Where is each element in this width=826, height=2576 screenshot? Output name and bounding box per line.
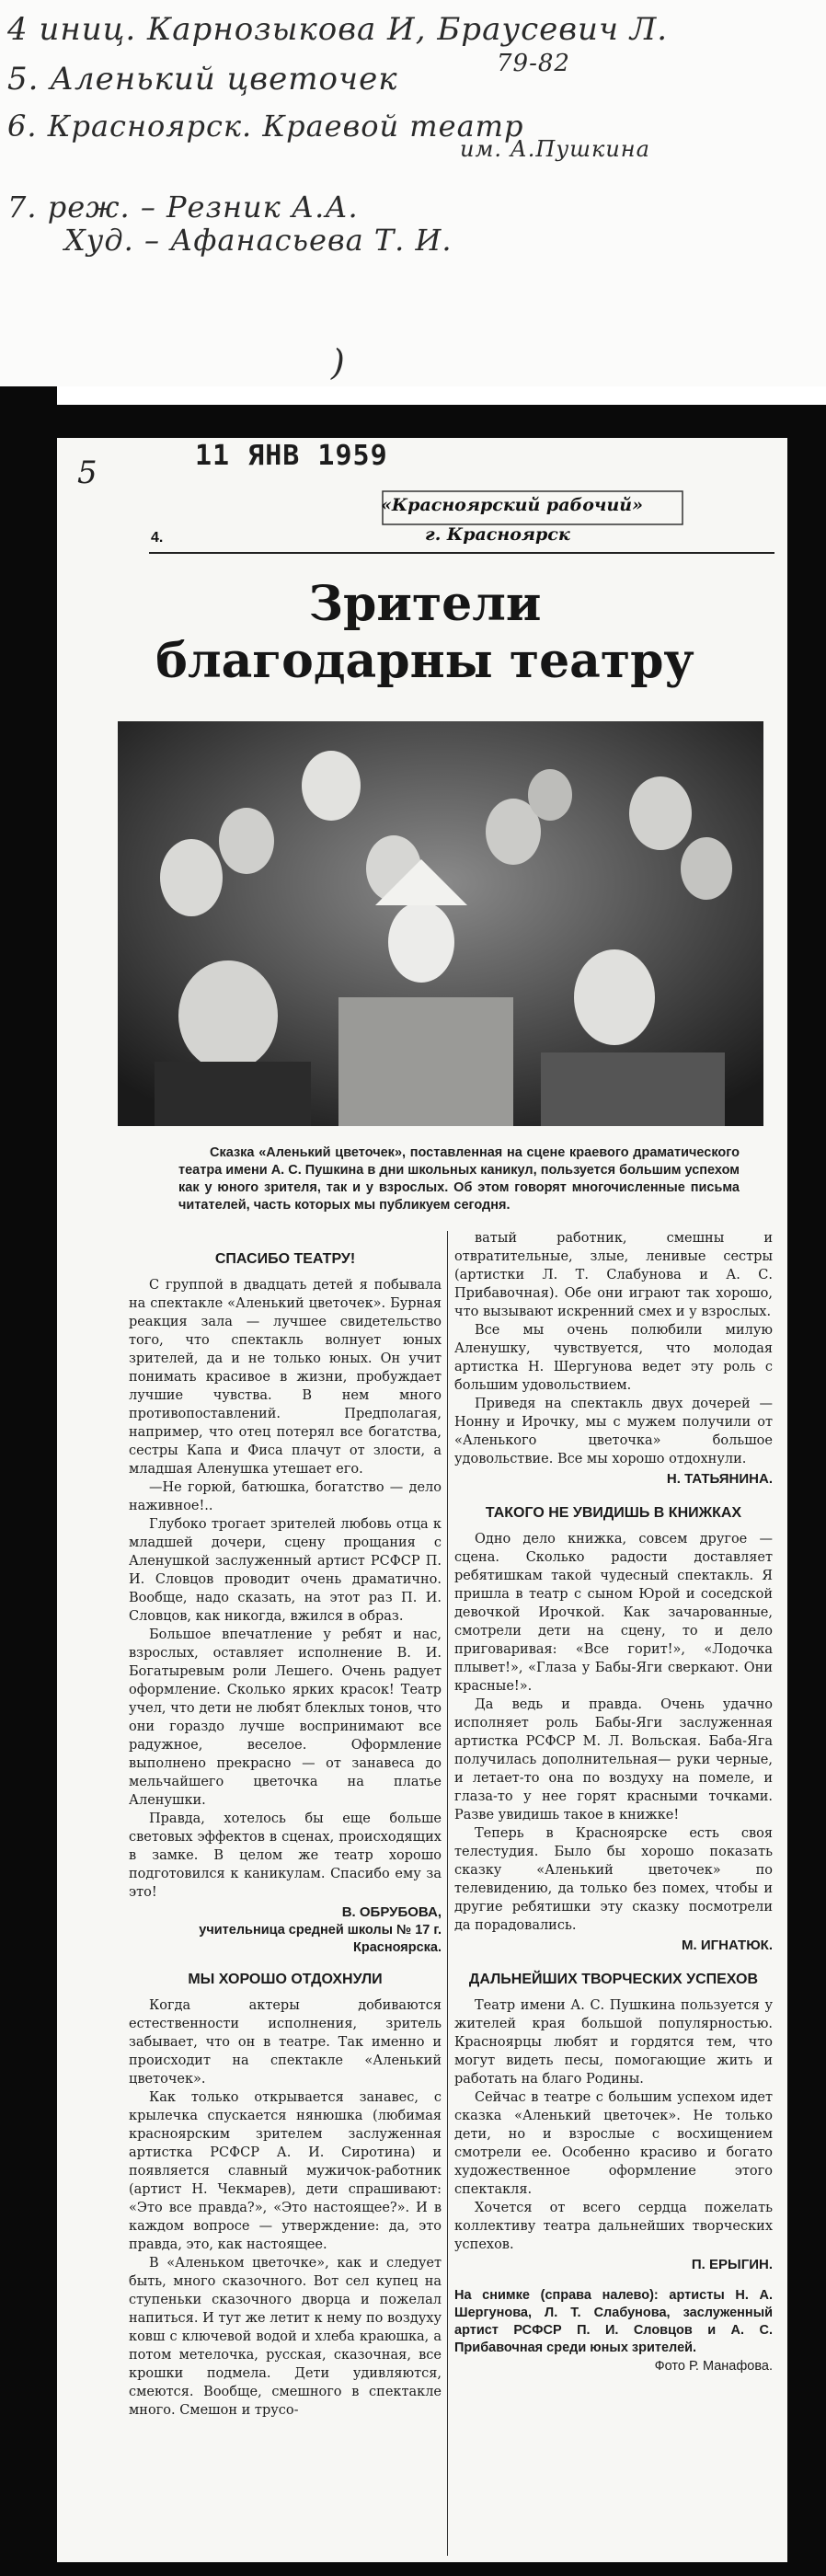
paragraph: Театр имени А. С. Пушкина пользуется у жителей края большой популярностью. Красноярцы любят и гордятся тем, что могут видеть песы, помогающие жить и работать на благо Родины.: [454, 1998, 773, 2087]
section-title-uspekhov: ДАЛЬНЕЙШИХ ТВОРЧЕСКИХ УСПЕХОВ: [468, 1972, 759, 1987]
paragraph: С группой в двадцать детей я побывала на спектакле «Аленький цветочек». Бурная реакция зала — лучшее свидетельство того, что спектакль волнует юных зрителей, да и не только юных. Он учит понимать красивое в жизни, пробуждает лучшие чувства. В нем много противопоставлений. Предполагая, например, что отец потерял все богатства, сестры Капа и Фиса плачут от злости, а младшая Аленушка утешает его.: [129, 1278, 442, 1477]
paragraph: В «Аленьком цветочке», как и следует быть, много сказочного. Вот сел купец на ступеньки сказочного дворца и пожелал напиться. И тут же летит к нему по воздуху ковш с ключевой водой и хлеба краюшка, а потом метелочка, русская, сказочная, все крошки подмела. Дети удивляются, смеются. Вообще, смешного в спектакле много. Смешон и трусо-: [129, 2256, 442, 2418]
signature-ignatyuk: М. ИГНАТЮК.: [682, 1938, 773, 1953]
note-line-designer: Худ. – Афанасьева Т. И.: [64, 223, 453, 258]
note-line-theatre-name: им. А.Пушкина: [460, 136, 650, 162]
paragraph: Большое впечатление у ребят и нас, взрослых, оставляет исполнение В. И. Богатыревым роли Лешего. Очень радует оформление. Сколько ярких красок! Театр учел, что дети не любят блеклых тонов, что они гораздо лучше воспринимают все радужное, веселое. Оформление выполнено прекрасно — от занавеса до мельчайшего цветочка на платье Аленушки.: [129, 1627, 442, 1808]
signature-tatyanina: Н. ТАТЬЯНИНА.: [666, 1471, 773, 1487]
newspaper-clipping: [57, 438, 787, 2562]
column-left: [129, 1248, 442, 2420]
scan-margin-top: [57, 405, 826, 438]
handwritten-mark: 5: [77, 454, 98, 491]
column-right: [454, 1229, 773, 2375]
paragraph: Приведя на спектакль двух дочерей — Нонну и Ирочку, мы с мужем получили от «Аленького цветочка» большое удовольствие. Все мы хорошо отдохнули.: [454, 1397, 773, 1466]
note-bracket: ): [331, 342, 346, 383]
signature-yerygin: П. ЕРЫГИН.: [691, 2257, 773, 2272]
paragraph: Сейчас в театре с большим успехом идет сказка «Аленький цветочек». Не только дети, но и взрослые с восхищением смотрели ее. Особенно красиво и богато художественное оформление этого спектакля.: [454, 2090, 773, 2197]
page-number: 4.: [151, 530, 164, 546]
paragraph: Когда актеры добиваются естественности исполнения, зритель забывает, что он в театре. Так именно и происходит на спектакле «Аленький цветочек».: [129, 1998, 442, 2087]
signature-obrubova: В. ОБРУБОВА,: [341, 1904, 442, 1920]
photo-credit: Фото Р. Манафова.: [654, 2359, 773, 2374]
date-stamp: 11 ЯНВ 1959: [195, 440, 388, 472]
note-line-authors: 4 иниц. Карнозыкова И, Браусевич Л.: [7, 11, 669, 48]
scan-margin-right: [787, 405, 826, 2576]
paragraph: Одно дело книжка, совсем другое — сцена. Сколько радости доставляет ребятишкам такой чудесный спектакль. Я пришла в театр с сыном Юрой и соседской девочкой Ирочкой. Как зачарованные, смотрели дети на сцену, то и дело приговаривая: «Все горит!», «Лодочка плывет!», «Глаза у Бабы-Яги сверкают. Они красные!».: [454, 1532, 773, 1694]
column-divider: [447, 1231, 448, 2556]
source-city: г. Красноярск: [425, 524, 570, 545]
handwritten-notes: [0, 0, 826, 386]
note-page-range: 79-82: [497, 50, 570, 77]
section-title-spasibo: СПАСИБО ТЕАТРУ!: [214, 1251, 356, 1267]
paragraph: ватый работник, смешны и отвратительные, злые, ленивые сестры (артистки Л. Т. Слабунова и А. С. Прибавочная). Обе они играют так хорошо, что вызывают искренний смех и у взрослых.: [454, 1231, 773, 1319]
paragraph: Да ведь и правда. Очень удачно исполняет роль Бабы-Яги заслуженная артистка РСФСР М. Л. Вольская. Баба-Яга получилась дополнительная— руки черные, и летает-то она по воздуху на помеле, и глаза-то у нее горят красными точками. Разве увидишь такое в книжке!: [454, 1697, 773, 1823]
paragraph: Хочется от всего сердца пожелать коллективу театра дальнейших творческих успехов.: [454, 2201, 773, 2252]
photo-description: На снимке (справа налево): артисты Н. А. Шергунова, Л. Т. Слабунова, заслуженный артист РСФСР П. И. Словцов и А. С. Прибавочная среди юных зрителей.: [454, 2288, 773, 2355]
signature-obrubova-title: учительница средней школы № 17 г. Красноярска.: [199, 1923, 442, 1955]
section-title-otdokhnuli: МЫ ХОРОШО ОТДОХНУЛИ: [188, 1972, 383, 1987]
top-rule: [149, 552, 774, 554]
scan-margin-left: [0, 386, 57, 2576]
photo-image: [118, 721, 763, 1126]
paragraph: —Не горюй, батюшка, богатство — дело наживное!..: [129, 1480, 442, 1513]
source-newspaper: «Красноярский рабочий»: [381, 495, 643, 515]
photo-caption: Сказка «Аленький цветочек», поставленная на сцене краевого драматического театра имени А. С. Пушкина в дни школьных каникул, пользуется большим успехом как у юного зрителя, так и у взрослых. Об этом говорят многочисленные письма читателей, часть которых мы публикуем сегодня.: [178, 1145, 740, 1213]
paragraph: Все мы очень полюбили милую Аленушку, чувствуется, что молодая артистка Н. Шергунова ведет эту роль с большим удовольствием.: [454, 1323, 773, 1393]
paragraph: Как только открывается занавес, с крылечка спускается нянюшка (любимая красноярским зрителем заслуженная артистка РСФСР А. И. Сиротина) и появляется славный мужичок-работник (артист Н. Чекмарев), дети спрашивают: «Это все правда?», «Это настоящее?». И в каждом вопросе — утверждение: да, это правда, это, как настоящее.: [129, 2090, 442, 2252]
photo-children-and-actors: [118, 721, 763, 1126]
headline: Зрители благодарны театру: [155, 576, 694, 689]
scan-margin-bottom: [0, 2562, 826, 2576]
paragraph: Правда, хотелось бы еще больше световых эффектов в сценах, происходящих в замке. В целом же театр хорошо подготовился к каникулам. Спасибо ему за это!: [129, 1811, 442, 1900]
note-line-title: 5. Аленький цветочек: [7, 61, 398, 98]
paragraph: Глубоко трогает зрителей любовь отца к младшей дочери, сцену прощания с Аленушкой заслуженный артист РСФСР П. И. Словцов проводит очень драматично. Вообще, надо сказать, на этот раз П. И. Словцов, как никогда, вжился в образ.: [129, 1517, 442, 1624]
paragraph: Теперь в Красноярске есть своя телестудия. Было бы хорошо показать сказку «Аленький цветочек» по телевидению, да только без помех, чтобы и другие ребятишки эту сказку посмотрели да порадовались.: [454, 1826, 773, 1933]
section-title-knizhkakh: ТАКОГО НЕ УВИДИШЬ В КНИЖКАХ: [485, 1505, 742, 1521]
note-line-director: 7. реж. – Резник А.А.: [7, 190, 359, 224]
note-line-theatre: 6. Красноярск. Краевой театр: [7, 109, 524, 144]
